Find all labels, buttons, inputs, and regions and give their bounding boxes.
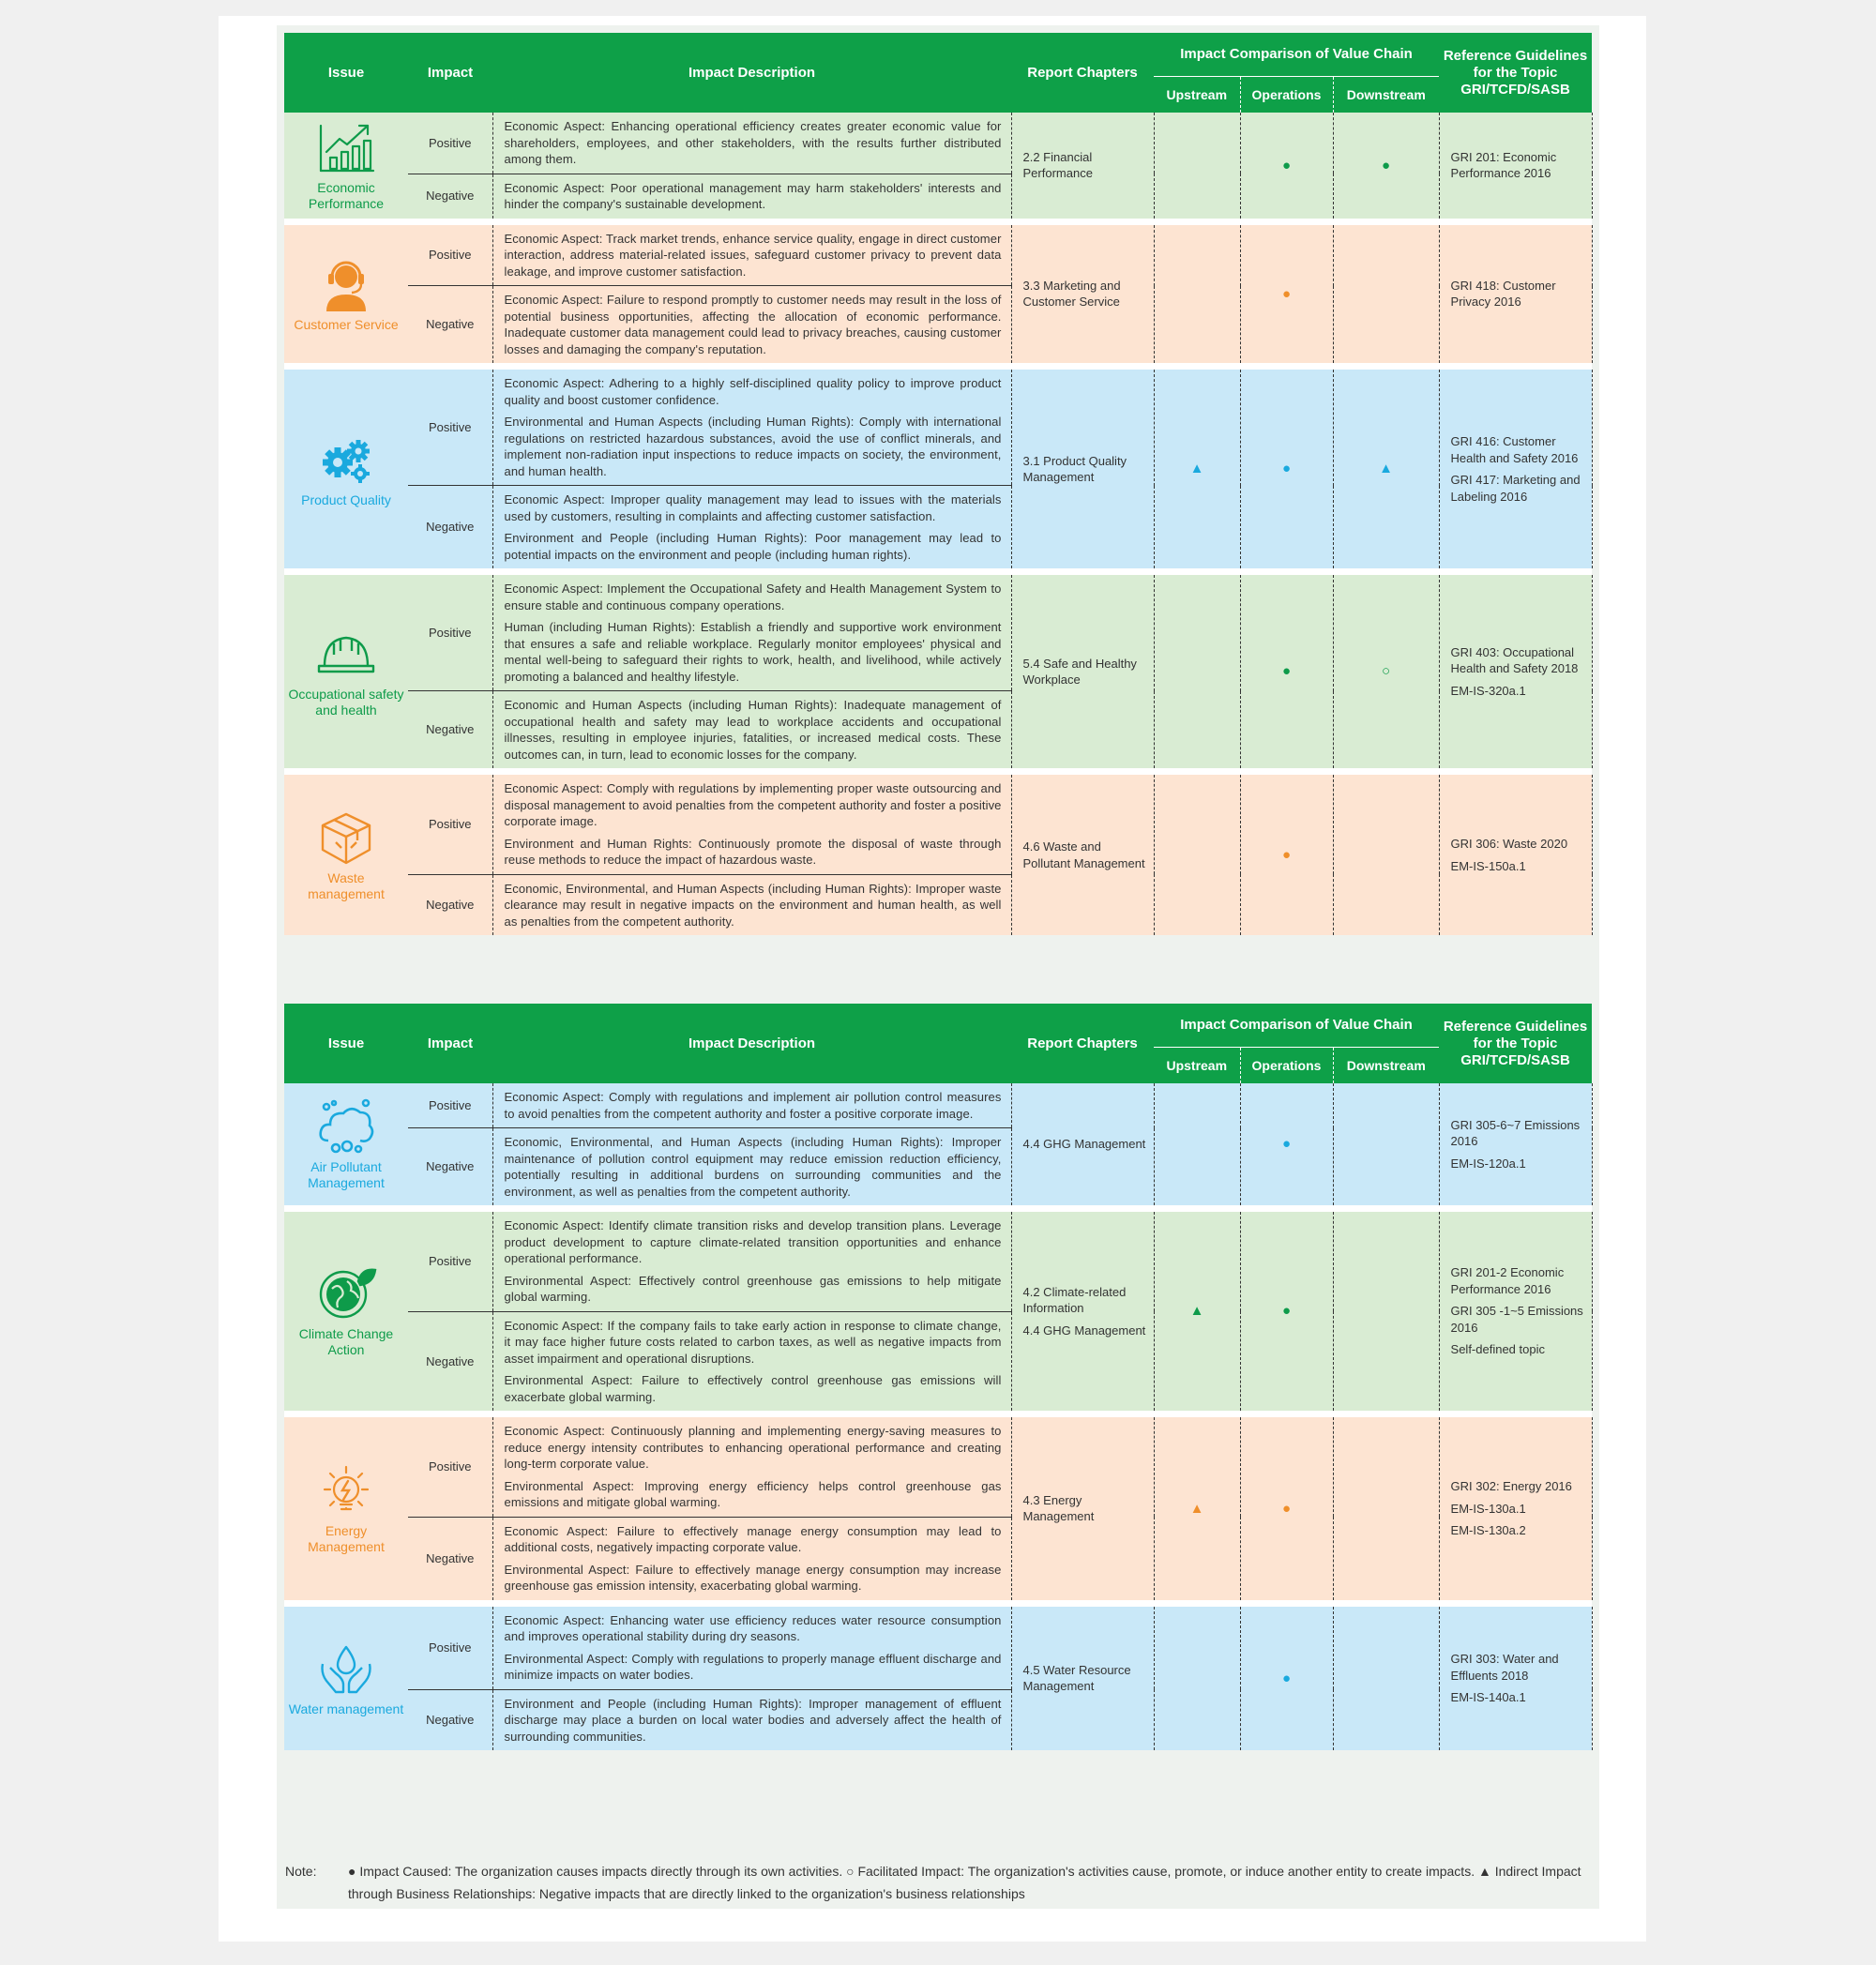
group-spacer xyxy=(284,1411,1592,1417)
negative-description xyxy=(492,286,1011,364)
description-paragraph: Environment and Human Rights: Continuously promote the disposal of waste through reuse methods to reduce the impact of hazardous waste. xyxy=(504,836,1002,867)
report-chapter xyxy=(1011,1212,1154,1411)
reference-item: EM-IS-320a.1 xyxy=(1450,683,1526,698)
reference-guidelines xyxy=(1439,1417,1592,1600)
issue-name: Water management xyxy=(288,1700,404,1716)
issue-name: Air Pollutant Management xyxy=(308,1159,385,1190)
positive-row xyxy=(284,1607,1592,1690)
chapter-item: 4.2 Climate-related Information xyxy=(1022,1284,1127,1316)
downstream-cell xyxy=(1333,775,1439,935)
downstream-symbol: ● xyxy=(1381,157,1391,174)
reference-item: GRI 201: Economic Performance 2016 xyxy=(1450,149,1557,181)
upstream-cell xyxy=(1154,1083,1240,1205)
issue-cell xyxy=(284,1083,408,1205)
impact-positive-label: Positive xyxy=(408,113,492,174)
issue-name: Customer Service xyxy=(294,316,399,332)
reference-item: GRI 418: Customer Privacy 2016 xyxy=(1450,278,1556,310)
impact-negative-label: Negative xyxy=(408,691,492,769)
headset-agent-icon xyxy=(315,255,377,313)
impact-positive-label: Positive xyxy=(408,775,492,874)
operations-symbol: ● xyxy=(1281,1500,1292,1517)
operations-cell xyxy=(1240,1417,1333,1600)
chapter-item: 4.6 Waste and Pollutant Management xyxy=(1022,839,1145,870)
negative-description xyxy=(492,1517,1011,1600)
operations-cell xyxy=(1240,1607,1333,1751)
chapter-item: 4.4 GHG Management xyxy=(1022,1137,1146,1152)
description-paragraph: Environmental Aspect: Effectively control greenhouse gas emissions to help mitigate global warming. xyxy=(504,1273,1002,1304)
downstream-cell xyxy=(1333,1607,1439,1751)
reference-guidelines xyxy=(1439,113,1592,219)
upstream-symbol: ▲ xyxy=(1189,1500,1204,1517)
impact-negative-label: Negative xyxy=(408,874,492,935)
description-paragraph: Economic Aspect: If the company fails to take early action in response to climate change, it may face higher future costs related to carbon taxes, as well as negative impacts from asset impairment and operational disruptions. xyxy=(504,1318,1002,1366)
positive-description xyxy=(492,113,1011,174)
description-paragraph: Environmental Aspect: Improving energy efficiency helps control greenhouse gas emissions and mitigate global warming. xyxy=(504,1478,1002,1509)
description-paragraph: Environment and People (including Human Rights): Improper management of effluent discharge may place a burden on local water bodies and adversely affect the health of surrounding communities. xyxy=(504,1696,1002,1744)
header-downstream: Downstream xyxy=(1333,77,1439,113)
positive-row xyxy=(284,1417,1592,1517)
chapter-item: 4.5 Water Resource Management xyxy=(1022,1662,1131,1694)
report-chapter xyxy=(1011,370,1154,568)
reference-item: GRI 302: Energy 2016 xyxy=(1450,1479,1572,1493)
upstream-cell xyxy=(1154,575,1240,768)
description-paragraph: Human (including Human Rights): Establish a friendly and supportive work environment that ensures a safe and reliable workplace. Regularly monitor employees' physical and mental well-being to safeguard their rights to work, health, and livelihood, while actively promoting a balanced and healthy lifestyle. xyxy=(504,620,1002,684)
report-chapter xyxy=(1011,575,1154,768)
issue-name: Product Quality xyxy=(301,491,391,507)
positive-description xyxy=(492,1417,1011,1517)
reference-guidelines xyxy=(1439,1083,1592,1205)
report-chapter xyxy=(1011,1083,1154,1205)
operations-cell xyxy=(1240,575,1333,768)
issue-cell xyxy=(284,575,408,768)
reference-guidelines xyxy=(1439,225,1592,364)
operations-symbol: ● xyxy=(1281,846,1292,863)
header-operations: Operations xyxy=(1240,1048,1333,1084)
header-impact: Impact xyxy=(408,1004,492,1083)
hands-water-drop-icon xyxy=(315,1640,377,1698)
positive-row xyxy=(284,1212,1592,1311)
operations-symbol: ● xyxy=(1281,1670,1292,1686)
description-paragraph: Economic Aspect: Improper quality management may lead to issues with the materials used by customers, resulting in complaints and affecting customer satisfaction. xyxy=(504,492,1002,523)
chapter-item: 4.4 GHG Management xyxy=(1022,1323,1146,1338)
positive-description xyxy=(492,1083,1011,1128)
header-reference: Reference Guidelines for the Topic GRI/TCFD/SASB xyxy=(1439,1004,1592,1083)
operations-symbol: ● xyxy=(1281,1303,1292,1320)
operations-cell xyxy=(1240,775,1333,935)
description-paragraph: Economic and Human Aspects (including Human Rights): Inadequate management of occupational health and safety may lead to workplace accidents and occupational illnesses, resulting in employee injuries, fatalities, or increased medical costs. These outcomes can, in turn, lead to economic losses for the company. xyxy=(504,698,1002,762)
header-downstream: Downstream xyxy=(1333,1048,1439,1084)
group-spacer xyxy=(284,1600,1592,1607)
downstream-cell xyxy=(1333,1417,1439,1600)
issue-group xyxy=(284,113,1592,219)
description-paragraph: Economic Aspect: Adhering to a highly self-disciplined quality policy to improve product quality and boost customer confidence. xyxy=(504,376,1002,407)
header-chapters: Report Chapters xyxy=(1011,1004,1154,1083)
downstream-symbol: ○ xyxy=(1381,663,1391,680)
reference-item: GRI 305-6~7 Emissions 2016 xyxy=(1450,1117,1581,1149)
issue-group xyxy=(284,1607,1592,1751)
operations-cell xyxy=(1240,113,1333,219)
reference-item: EM-IS-120a.1 xyxy=(1450,1156,1526,1171)
growth-chart-icon xyxy=(315,118,377,176)
reference-item: GRI 416: Customer Health and Safety 2016 xyxy=(1450,434,1579,465)
header-value-chain: Impact Comparison of Value Chain xyxy=(1154,1004,1439,1048)
chapter-item: 4.3 Energy Management xyxy=(1022,1492,1095,1524)
header-impact: Impact xyxy=(408,33,492,113)
positive-description xyxy=(492,1212,1011,1311)
hard-hat-icon xyxy=(315,625,377,683)
description-paragraph: Environmental Aspect: Failure to effectively control greenhouse gas emissions will exacerbate global warming. xyxy=(504,1373,1002,1404)
globe-leaf-icon xyxy=(315,1264,377,1323)
table-header xyxy=(284,33,1592,113)
reference-guidelines xyxy=(1439,775,1592,935)
reference-guidelines xyxy=(1439,1212,1592,1411)
reference-item: EM-IS-150a.1 xyxy=(1450,858,1526,873)
downstream-symbol: ▲ xyxy=(1379,461,1393,477)
chapter-item: 5.4 Safe and Healthy Workplace xyxy=(1022,656,1137,687)
positive-description xyxy=(492,575,1011,691)
downstream-cell xyxy=(1333,575,1439,768)
negative-description xyxy=(492,1128,1011,1206)
note-text: ● Impact Caused: The organization causes impacts directly through its own activities. ○ Facilitated Impact: The organization's activities cause, promote, or induce another entity to create impacts. ▲ Indirect Impact through Business Relationships: Negative impacts that are directly linked to the organization's business relationships xyxy=(348,1864,1581,1901)
reference-item: GRI 305 -1~5 Emissions 2016 xyxy=(1450,1304,1583,1335)
header-chapters: Report Chapters xyxy=(1011,33,1154,113)
operations-symbol: ● xyxy=(1281,1136,1292,1153)
impact-positive-label: Positive xyxy=(408,370,492,486)
header-upstream: Upstream xyxy=(1154,1048,1240,1084)
header-upstream: Upstream xyxy=(1154,77,1240,113)
description-paragraph: Environment and People (including Human Rights): Poor management may lead to potential impacts on the environment and people (including human rights). xyxy=(504,531,1002,562)
chapter-item: 3.1 Product Quality Management xyxy=(1022,453,1127,484)
description-paragraph: Environmental and Human Aspects (including Human Rights): Comply with international regulations on restricted hazardous substances, avoid the use of conflict minerals, and implement non-radiation input inspections to reduce impacts on society, the environment, and human health. xyxy=(504,415,1002,478)
issue-group xyxy=(284,1417,1592,1600)
negative-description xyxy=(492,174,1011,219)
issue-cell xyxy=(284,113,408,219)
issue-name: Occupational safety and health xyxy=(288,687,404,718)
upstream-cell xyxy=(1154,1417,1240,1600)
note-label: Note: xyxy=(285,1864,317,1879)
issue-group xyxy=(284,225,1592,364)
report-chapter xyxy=(1011,775,1154,935)
description-paragraph: Environmental Aspect: Comply with regulations to properly manage effluent discharge and minimize impacts on water bodies. xyxy=(504,1651,1002,1682)
positive-row xyxy=(284,370,1592,486)
downstream-cell xyxy=(1333,370,1439,568)
upstream-symbol: ▲ xyxy=(1189,461,1204,477)
downstream-cell xyxy=(1333,1212,1439,1411)
header-issue: Issue xyxy=(284,1004,408,1083)
positive-row xyxy=(284,575,1592,691)
header-description: Impact Description xyxy=(492,1004,1011,1083)
description-paragraph: Economic Aspect: Implement the Occupational Safety and Health Management System to ensure stable and continuous company operations. xyxy=(504,582,1002,612)
description-paragraph: Economic Aspect: Failure to effectively manage energy consumption may lead to additional costs, negatively impacting corporate value. xyxy=(504,1523,1002,1554)
upstream-cell xyxy=(1154,1212,1240,1411)
description-paragraph: Economic, Environmental, and Human Aspects (including Human Rights): Improper waste clearance may result in negative impacts on the environment and human health, as well as penalties from the competent authority. xyxy=(504,881,1002,929)
table-header xyxy=(284,1004,1592,1083)
reference-item: GRI 201-2 Economic Performance 2016 xyxy=(1450,1265,1565,1296)
reference-guidelines xyxy=(1439,575,1592,768)
positive-row xyxy=(284,225,1592,286)
report-chapter xyxy=(1011,1607,1154,1751)
header-reference: Reference Guidelines for the Topic GRI/TCFD/SASB xyxy=(1439,33,1592,113)
issue-cell xyxy=(284,775,408,935)
operations-symbol: ● xyxy=(1281,157,1292,174)
positive-description xyxy=(492,370,1011,486)
description-paragraph: Economic Aspect: Enhancing operational efficiency creates greater economic value for shareholders, employees, and other stakeholders, with the results further distributed among them. xyxy=(504,119,1002,166)
downstream-cell xyxy=(1333,225,1439,364)
impact-negative-label: Negative xyxy=(408,1128,492,1206)
report-chapter xyxy=(1011,1417,1154,1600)
reference-item: EM-IS-130a.1 xyxy=(1450,1501,1526,1516)
reference-guidelines xyxy=(1439,1607,1592,1751)
operations-cell xyxy=(1240,1212,1333,1411)
issue-cell xyxy=(284,1212,408,1411)
description-paragraph: Economic Aspect: Track market trends, enhance service quality, engage in direct customer interaction, address material-related issues, safeguard customer privacy to prevent data leakage, and improve customer satisfaction. xyxy=(504,231,1002,279)
report-chapter xyxy=(1011,113,1154,219)
negative-description xyxy=(492,691,1011,769)
header-value-chain: Impact Comparison of Value Chain xyxy=(1154,33,1439,77)
negative-description xyxy=(492,1311,1011,1411)
group-spacer xyxy=(284,1205,1592,1212)
issue-name: Waste management xyxy=(308,869,385,901)
issue-group xyxy=(284,370,1592,568)
operations-symbol: ● xyxy=(1281,461,1292,477)
operations-cell xyxy=(1240,225,1333,364)
issue-group xyxy=(284,1083,1592,1205)
issue-cell xyxy=(284,1607,408,1751)
impact-negative-label: Negative xyxy=(408,486,492,569)
upstream-cell xyxy=(1154,775,1240,935)
impact-positive-label: Positive xyxy=(408,1417,492,1517)
issue-cell xyxy=(284,370,408,568)
downstream-cell xyxy=(1333,1083,1439,1205)
reference-item: GRI 417: Marketing and Labeling 2016 xyxy=(1450,473,1581,504)
issue-name: Energy Management xyxy=(308,1523,385,1555)
upstream-cell xyxy=(1154,1607,1240,1751)
impact-negative-label: Negative xyxy=(408,174,492,219)
reference-item: GRI 403: Occupational Health and Safety 2018 xyxy=(1450,644,1579,676)
impact-positive-label: Positive xyxy=(408,575,492,691)
chapter-item: 3.3 Marketing and Customer Service xyxy=(1022,278,1121,310)
positive-description xyxy=(492,225,1011,286)
issue-cell xyxy=(284,225,408,364)
issue-name: Economic Performance xyxy=(308,180,385,212)
impact-negative-label: Negative xyxy=(408,286,492,364)
group-spacer xyxy=(284,363,1592,370)
issue-group xyxy=(284,575,1592,768)
operations-cell xyxy=(1240,370,1333,568)
description-paragraph: Economic Aspect: Poor operational management may harm stakeholders' interests and hinder the company's sustainable development. xyxy=(504,180,1002,211)
materiality-table-2 xyxy=(284,1004,1593,1750)
impact-positive-label: Positive xyxy=(408,1083,492,1128)
materiality-table-1 xyxy=(284,33,1593,935)
issue-name: Climate Change Action xyxy=(298,1326,394,1357)
positive-description xyxy=(492,1607,1011,1690)
group-spacer xyxy=(284,568,1592,575)
negative-description xyxy=(492,874,1011,935)
description-paragraph: Economic Aspect: Enhancing water use efficiency reduces water resource consumption and improves operational stability during dry seasons. xyxy=(504,1612,1002,1643)
header-description: Impact Description xyxy=(492,33,1011,113)
description-paragraph: Economic Aspect: Identify climate transition risks and develop transition plans. Leverage product development to capture climate-related transition opportunities and enhance operational performance. xyxy=(504,1218,1002,1265)
issue-group xyxy=(284,1212,1592,1411)
recycle-box-icon xyxy=(315,809,377,867)
header-issue: Issue xyxy=(284,33,408,113)
operations-cell xyxy=(1240,1083,1333,1205)
header-operations: Operations xyxy=(1240,77,1333,113)
positive-row xyxy=(284,775,1592,874)
description-paragraph: Economic Aspect: Comply with regulations and implement air pollution control measures to avoid penalties from the competent authority and foster a positive corporate image. xyxy=(504,1090,1002,1121)
downstream-cell xyxy=(1333,113,1439,219)
impact-negative-label: Negative xyxy=(408,1311,492,1411)
description-paragraph: Economic, Environmental, and Human Aspects (including Human Rights): Improper maintenance of pollution control equipment may reduce emission reduction efficiency, potentially resulting in additional burdens on surrounding communities and the environment, as well as penalties from the competent authority. xyxy=(504,1135,1002,1199)
reference-item: EM-IS-140a.1 xyxy=(1450,1690,1526,1704)
positive-description xyxy=(492,775,1011,874)
reference-item: GRI 303: Water and Effluents 2018 xyxy=(1450,1652,1559,1683)
description-paragraph: Economic Aspect: Continuously planning and implementing energy-saving measures to reduce energy intensity contributes to enhancing operational performance and creating long-term corporate value. xyxy=(504,1424,1002,1471)
impact-positive-label: Positive xyxy=(408,1607,492,1690)
negative-description xyxy=(492,1689,1011,1750)
group-spacer xyxy=(284,219,1592,225)
cloud-bubbles-icon xyxy=(315,1097,377,1156)
operations-symbol: ● xyxy=(1281,285,1292,302)
reference-item: GRI 306: Waste 2020 xyxy=(1450,837,1568,851)
operations-symbol: ● xyxy=(1281,663,1292,680)
impact-negative-label: Negative xyxy=(408,1517,492,1600)
upstream-symbol: ▲ xyxy=(1189,1303,1204,1320)
upstream-cell xyxy=(1154,113,1240,219)
impact-positive-label: Positive xyxy=(408,225,492,286)
gears-icon xyxy=(315,431,377,489)
negative-description xyxy=(492,486,1011,569)
chapter-item: 2.2 Financial Performance xyxy=(1022,149,1093,181)
reference-item: Self-defined topic xyxy=(1450,1342,1545,1357)
energy-bulb-icon xyxy=(315,1461,377,1519)
issue-cell xyxy=(284,1417,408,1600)
reference-item: EM-IS-130a.2 xyxy=(1450,1523,1526,1537)
impact-negative-label: Negative xyxy=(408,1689,492,1750)
issue-group xyxy=(284,775,1592,935)
report-chapter xyxy=(1011,225,1154,364)
positive-row xyxy=(284,113,1592,174)
upstream-cell xyxy=(1154,225,1240,364)
description-paragraph: Economic Aspect: Comply with regulations by implementing proper waste outsourcing and disposal management to avoid penalties from the competent authority and foster a positive corporate image. xyxy=(504,781,1002,828)
description-paragraph: Environmental Aspect: Failure to effectively manage energy consumption may increase greenhouse gas emission intensity, exacerbating global warming. xyxy=(504,1562,1002,1593)
reference-guidelines xyxy=(1439,370,1592,568)
group-spacer xyxy=(284,768,1592,775)
impact-positive-label: Positive xyxy=(408,1212,492,1311)
upstream-cell xyxy=(1154,370,1240,568)
positive-row xyxy=(284,1083,1592,1128)
description-paragraph: Economic Aspect: Failure to respond promptly to customer needs may result in the loss of potential business opportunities, affecting the allocation of economic performance. Inadequate customer data management could lead to privacy breaches, causing customer losses and damaging the company's reputation. xyxy=(504,293,1002,356)
